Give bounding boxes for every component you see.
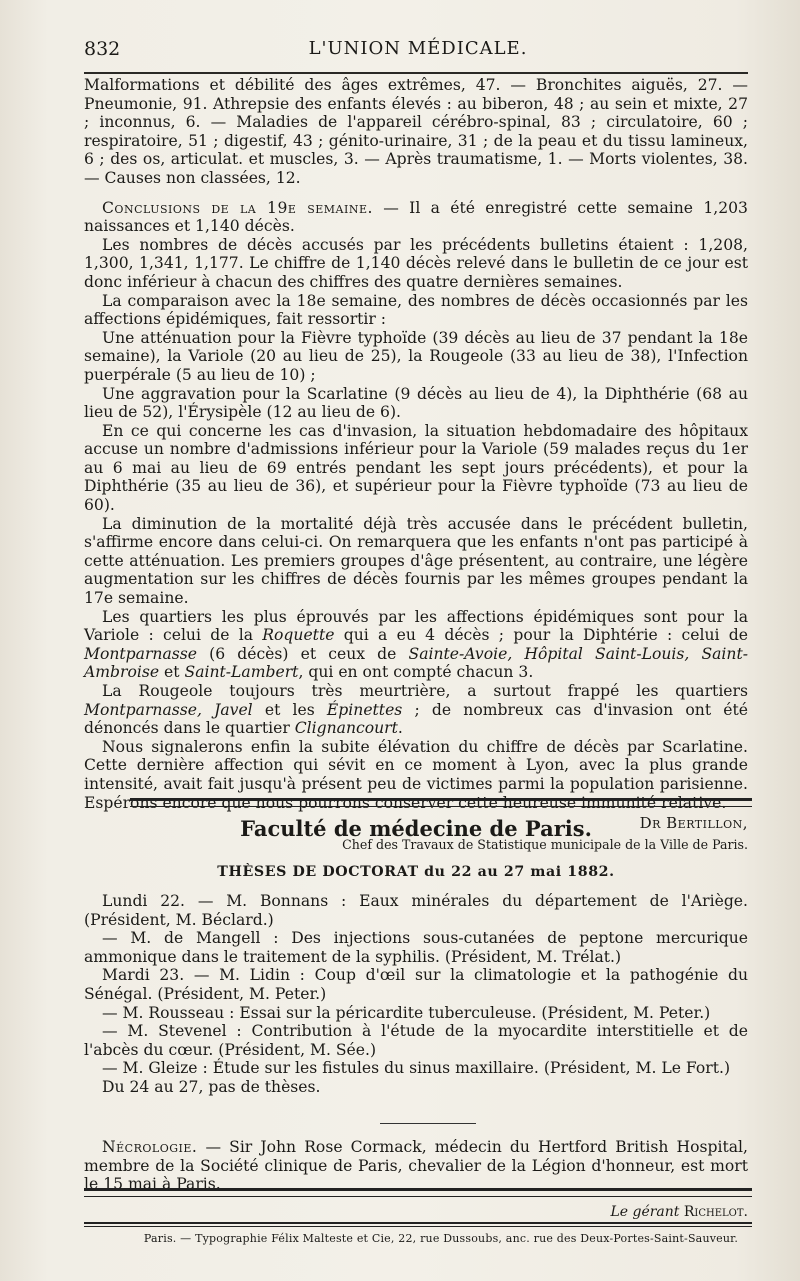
quartier-epinettes: Épinettes — [326, 700, 403, 719]
rougeole-text-a: La Rougeole toujours très meurtrière, a surtout frappé les quartiers — [102, 682, 748, 700]
quartiers-list: Sainte-Avoie, Hôpital Saint-Louis, Saint-Ambroise — [84, 644, 748, 682]
printer-rule — [84, 1222, 752, 1227]
quartier-montparnasse: Montparnasse — [84, 644, 197, 663]
diminution-paragraph: La diminution de la mortalité déjà très accusée dans le précédent bulletin, s'affirme encore dans celui-ci. On remarquera que les enfants n'ont pas participé à cette atténuation. Les premiers groupes d'âge présentent, au contraire, une légère augmentation sur les chiffres de décès fournis par les mêmes groupes pendant la 17e semaine. — [84, 514, 748, 608]
these-entry: — M. Gleize : Étude sur les fistules du sinus maxillaire. (Président, M. Le Fort.) — [102, 1059, 731, 1078]
aggravation-paragraph: Une aggravation pour la Scarlatine (9 décès au lieu de 4), la Diphthérie (68 au lieu de 52), l'Érysipèle (12 au lieu de 6). — [84, 384, 748, 422]
short-divider — [380, 1123, 476, 1124]
quartiers-montparnasse-javel: Montparnasse, Javel — [84, 700, 253, 719]
quartiers-text-e: , qui en ont compté chacun 3. — [298, 663, 534, 682]
section-double-rule — [130, 798, 752, 807]
necrologie-text: — Sir John Rose Cormack, médecin du Hertford British Hospital, membre de la Société clinique de Paris, chevalier de la Légion d'honneur, est mort le 15 mai à Paris. — [84, 1138, 748, 1194]
quartiers-text-a: Les quartiers les plus éprouvés par les affections épidémiques sont pour la Variole : celui de la — [84, 607, 748, 645]
conclusions-paragraph — [84, 199, 748, 236]
page-header — [84, 38, 752, 68]
rougeole-text-d: . — [397, 719, 403, 738]
rougeole-paragraph — [84, 682, 748, 738]
conclusions-text: — Il a été enregistré cette semaine 1,203 naissances et 1,140 décès. — [84, 198, 748, 236]
causes-paragraph: Malformations et débilité des âges extrêmes, 47. — Bronchites aiguës, 27. — Pneumonie, 91. Athrepsie des enfants élevés : au biberon, 48 ; au sein et mixte, 27 ; inconnus, 6. — Maladies de l'appareil cérébro-spinal, 83 ; circulatoire, 60 ; respiratoire, 51 ; digestif, 43 ; génito-urinaire, 31 ; de la peau et du tissu lamineux, 6 ; des os, articulat. et muscles, 3. — Après traumatisme, 1. — Morts violentes, 38. — Causes non classées, 12. — [84, 76, 748, 187]
these-entry: Du 24 au 27, pas de thèses. — [102, 1077, 321, 1096]
nombres-paragraph: Les nombres de décès accusés par les précédents bulletins étaient : 1,208, 1,300, 1,341, 1,177. Le chiffre de 1,140 décès relevé dans le bulletin de ce jour est donc inférieur à chacun des chiffres des quatre dernières semaines. — [84, 235, 748, 291]
these-entry: Lundi 22. — M. Bonnans : Eaux minérales du département de l'Ariège. (Président, M. Béclard.) — [84, 892, 748, 929]
gerant-line — [610, 1204, 748, 1220]
quartiers-paragraph — [84, 608, 748, 682]
header-rule — [84, 72, 748, 74]
these-entry: — M. Stevenel : Contribution à l'étude de la myocardite interstitielle et de l'abcès du cœur. (Président, M. Sée.) — [84, 1022, 748, 1059]
page-number: 832 — [84, 38, 121, 60]
gerant-label: Le gérant — [610, 1204, 684, 1220]
journal-title: L'UNION MÉDICALE. — [308, 38, 528, 59]
invasion-paragraph: En ce qui concerne les cas d'invasion, la situation hebdomadaire des hôpitaux accuse un nombre d'admissions inférieur pour la Variole (59 malades reçus du 1er au 6 mai au lieu de 69 entrés pendant les sept jours précédents), et pour la Diphthérie (35 au lieu de 36), et supérieur pour la Fièvre typhoïde (73 au lieu de 60). — [84, 421, 748, 515]
rougeole-text-b: et les — [252, 700, 327, 719]
these-entry: — M. Rousseau : Essai sur la péricardite tuberculeuse. (Président, M. Peter.) — [102, 1003, 711, 1022]
quartier-roquette: Roquette — [262, 626, 335, 645]
section-subheading: THÈSES DE DOCTORAT du 22 au 27 mai 1882. — [217, 864, 615, 880]
comparaison-paragraph: La comparaison avec la 18e semaine, des nombres de décès occasionnés par les affections épidémiques, fait ressortir : — [84, 291, 748, 329]
necrologie-paragraph — [84, 1138, 748, 1194]
footer-double-rule — [84, 1188, 752, 1197]
these-entry: — M. de Mangell : Des injections sous-cutanées de peptone mercurique ammonique dans le traitement de la syphilis. (Président, M. Trélat.) — [84, 929, 748, 966]
these-entry: Mardi 23. — M. Lidin : Coup d'œil sur la climatologie et la pathogénie du Sénégal. (Président, M. Peter.) — [84, 966, 748, 1003]
main-article — [84, 76, 748, 854]
necrologie-label: Nécrologie. — [102, 1138, 198, 1156]
theses-list — [84, 892, 748, 1097]
quartier-saint-lambert: Saint-Lambert — [184, 663, 299, 682]
quartiers-text-c: (6 décès) et ceux de — [196, 644, 409, 663]
necrologie — [84, 1138, 748, 1194]
conclusions-label: Conclusions de la 19e semaine. — [102, 198, 373, 217]
signature-title: Chef des Travaux de Statistique municipale de la Ville de Paris. — [342, 836, 748, 852]
printer-line: Paris. — Typographie Félix Malteste et Cie, 22, rue Dussoubs, anc. rue des Deux-Portes-Saint-Sauveur. — [143, 1232, 739, 1245]
section-heading: Faculté de médecine de Paris. — [240, 816, 592, 841]
quartiers-text-b: qui a eu 4 décès ; pour la Diphtérie : celui de — [334, 626, 749, 645]
quartiers-text-d: et — [159, 663, 185, 682]
quartier-clignancourt: Clignancourt — [294, 719, 398, 738]
rougeole-text-c: ; de nombreux cas d'invasion ont été dénoncés dans le quartier — [84, 700, 748, 738]
gerant-name: Richelot. — [683, 1204, 748, 1220]
attenuation-paragraph: Une atténuation pour la Fièvre typhoïde (39 décès au lieu de 37 pendant la 18e semaine), la Variole (20 au lieu de 25), la Rougeole (33 au lieu de 38), l'Infection puerpérale (5 au lieu de 10) ; — [84, 328, 748, 384]
signalerons-paragraph: Nous signalerons enfin la subite élévation du chiffre de décès par Scarlatine. Cette dernière affection qui sévit en ce moment à Lyon, avec la plus grande intensité, avait fait jusqu'à présent peu de victimes parmi la population parisienne. Espérons encore que nous pourrons conserver cette heureuse immunité relative. — [84, 737, 748, 812]
signature-name: Dr Bertillon, — [639, 814, 748, 833]
